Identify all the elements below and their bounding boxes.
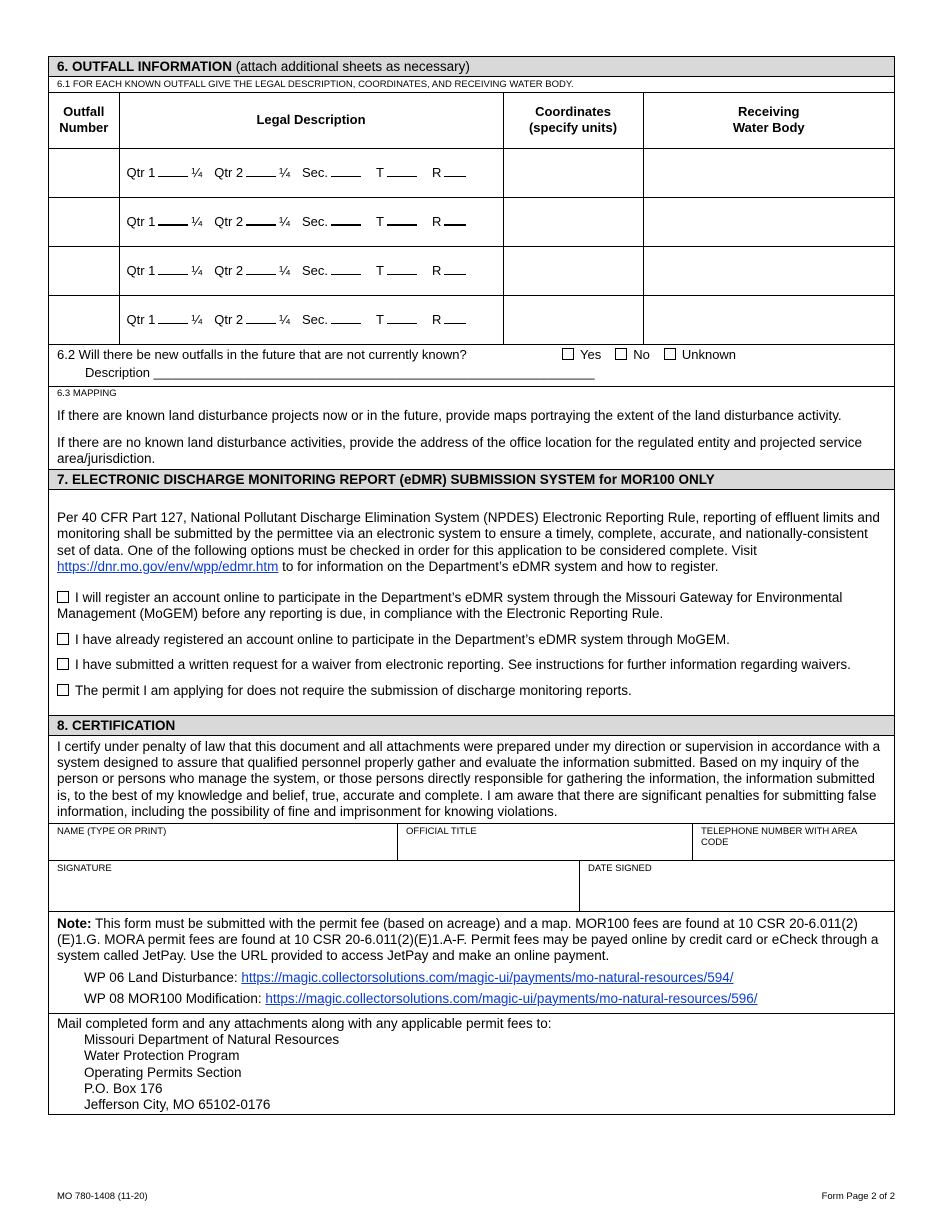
table-row (49, 148, 894, 197)
future-outfalls-label: 6.2 Will there be new outfalls in the future that are not currently known? (57, 346, 467, 362)
receiving-water-cell[interactable] (643, 197, 894, 246)
unknown-checkbox[interactable] (664, 348, 676, 360)
signature-field[interactable]: SIGNATURE (49, 861, 580, 911)
address-line: Operating Permits Section (84, 1064, 242, 1080)
receiving-water-cell[interactable] (643, 148, 894, 197)
edmr-option-register[interactable]: I will register an account online to participate in the Department’s eDMR system through the Missouri Gateway for Environmental Management (MoGEM) before any reporting is due, in compliance with the Electronic Reporting Rule. (57, 589, 843, 621)
section-8-header: 8. CERTIFICATION (49, 715, 894, 736)
page-number: Form Page 2 of 2 (821, 1191, 895, 1202)
address-line: Missouri Department of Natural Resources (84, 1032, 340, 1048)
outfall-instruction: 6.1 FOR EACH KNOWN OUTFALL GIVE THE LEGAL DESCRIPTION, COORDINATES, AND RECEIVING WATER BODY. (49, 77, 894, 93)
table-row (49, 197, 894, 246)
edmr-waiver-checkbox[interactable] (57, 658, 69, 670)
mapping-label: 6.3 MAPPING (57, 387, 117, 399)
table-row (49, 246, 894, 295)
edmr-register-checkbox[interactable] (57, 591, 69, 603)
mapping-paragraph-1: If there are known land disturbance projects now or in the future, provide maps portraying the extent of the land disturbance activity. (57, 407, 842, 423)
mailing-address (57, 1032, 886, 1113)
coordinates-cell[interactable] (503, 148, 643, 197)
receiving-water-header: Receiving Water Body (643, 93, 894, 148)
outfall-number-header: Outfall Number (49, 93, 119, 148)
future-outfalls-description[interactable]: Description _____________________________________________________________ (85, 364, 595, 380)
edmr-section (49, 490, 894, 716)
address-line: P.O. Box 176 (84, 1080, 163, 1096)
edmr-registered-checkbox[interactable] (57, 633, 69, 645)
certification-row-2 (49, 860, 894, 911)
edmr-intro: Per 40 CFR Part 127, National Pollutant Discharge Elimination System (NPDES) Electronic Reporting Rule, reporting of effluent limits and monitoring shall be submitted by the permittee via an electronic system to ensure a timely, complete, accurate, and nationally-consistent set of data. One of the following options must be checked in order for this application to be considered complete. Visit https://dnr.mo.gov/env/wpp/edmr.htm to for information on the Department’s eDMR system and how to register. (57, 509, 880, 574)
coordinates-cell[interactable] (503, 197, 643, 246)
section-7-header: 7. ELECTRONIC DISCHARGE MONITORING REPORT (eDMR) SUBMISSION SYSTEM for MOR100 ONLY (49, 469, 894, 490)
edmr-option-registered[interactable]: I have already registered an account online to participate in the Department’s eDMR system through MoGEM. (57, 632, 886, 649)
section-6-header (49, 57, 894, 77)
receiving-water-cell[interactable] (643, 295, 894, 344)
coordinates-header: Coordinates (specify units) (503, 93, 643, 148)
wp06-line: WP 06 Land Disturbance: https://magic.collectorsolutions.com/magic-ui/payments/mo-natural-resources/594/ (84, 969, 734, 985)
no-checkbox[interactable] (615, 348, 627, 360)
fee-note (49, 911, 894, 1013)
address-line: Jefferson City, MO 65102-0176 (84, 1097, 271, 1113)
unknown-option[interactable]: Unknown (664, 347, 736, 363)
wp06-link[interactable]: https://magic.collectorsolutions.com/magic-ui/payments/mo-natural-resources/594/ (241, 969, 734, 985)
fee-note-text: Note: This form must be submitted with the permit fee (based on acreage) and a map. MOR100 fees are found at 10 CSR 20-6.011(2)(E)1.G. MORA permit fees are found at 10 CSR 20-6.011(2)(E)1.A-F. Permit fees may be payed online by credit card or eCheck through a system called JetPay. Use the URL provided to access JetPay and make an online payment. (57, 916, 879, 964)
coordinates-cell[interactable] (503, 295, 643, 344)
certification-statement: I certify under penalty of law that this document and all attachments were prepared under my direction or supervision in accordance with a system designed to assure that qualified personnel properly gather and evaluate the information submitted. Based on my inquiry of the person or persons who manage the system, or those persons directly responsible for gathering the information, the information submitted is, to the best of my knowledge and belief, true, accurate and complete. I am aware that there are significant penalties for submitting false information, including the possibility of fine and imprisonment for knowing violations. (57, 739, 881, 819)
edmr-not-required-checkbox[interactable] (57, 684, 69, 696)
future-outfalls-question (49, 345, 894, 387)
wp08-link[interactable]: https://magic.collectorsolutions.com/magic-ui/payments/mo-natural-resources/596/ (265, 990, 758, 1006)
outfall-number-cell[interactable] (49, 148, 119, 197)
date-signed-field[interactable]: DATE SIGNED (588, 863, 652, 875)
receiving-water-cell[interactable] (643, 246, 894, 295)
wp08-line: WP 08 MOR100 Modification: https://magic.collectorsolutions.com/magic-ui/payments/mo-natural-resources/596/ (84, 990, 758, 1006)
certification-row-1 (49, 823, 894, 860)
official-title-field[interactable]: OFFICIAL TITLE (398, 824, 693, 860)
section-6-title: 6. OUTFALL INFORMATION (57, 59, 232, 74)
legal-description-cell[interactable]: Qtr 1 ¼ Qtr 2 ¼ Sec. T R (119, 295, 503, 344)
outfall-table-header (49, 93, 894, 148)
mapping-paragraph-2: If there are no known land disturbance activities, provide the address of the office location for the regulated entity and projected service area/jurisdiction. (57, 434, 862, 466)
address-line: Water Protection Program (84, 1048, 240, 1064)
outfall-number-cell[interactable] (49, 197, 119, 246)
no-option[interactable]: No (615, 347, 650, 363)
mailing-instructions (49, 1013, 894, 1114)
legal-description-header: Legal Description (119, 93, 503, 148)
edmr-link[interactable]: https://dnr.mo.gov/env/wpp/edmr.htm (57, 559, 279, 574)
form-id: MO 780-1408 (11-20) (57, 1191, 148, 1202)
name-field[interactable]: NAME (TYPE OR PRINT) (49, 824, 398, 860)
outfall-number-cell[interactable] (49, 295, 119, 344)
legal-description-cell[interactable]: Qtr 1 ¼ Qtr 2 ¼ Sec. T R (119, 246, 503, 295)
edmr-option-not-required[interactable]: The permit I am applying for does not require the submission of discharge monitoring reports. (57, 683, 886, 700)
legal-description-cell[interactable]: Qtr 1 ¼ Qtr 2 ¼ Sec. T R (119, 197, 503, 246)
yes-option[interactable]: Yes (562, 347, 601, 363)
legal-description-cell[interactable]: Qtr 1 ¼ Qtr 2 ¼ Sec. T R (119, 148, 503, 197)
permit-form (48, 56, 895, 1115)
mail-intro: Mail completed form and any attachments along with any applicable permit fees to: (57, 1016, 552, 1032)
outfall-number-cell[interactable] (49, 246, 119, 295)
outfall-table (49, 93, 894, 345)
yes-checkbox[interactable] (562, 348, 574, 360)
section-6-subtitle: (attach additional sheets as necessary) (235, 59, 470, 74)
coordinates-cell[interactable] (503, 246, 643, 295)
edmr-option-waiver[interactable]: I have submitted a written request for a waiver from electronic reporting. See instructions for further information regarding waivers. (57, 657, 886, 674)
table-row (49, 295, 894, 344)
telephone-field[interactable]: TELEPHONE NUMBER WITH AREA CODE (701, 826, 857, 849)
